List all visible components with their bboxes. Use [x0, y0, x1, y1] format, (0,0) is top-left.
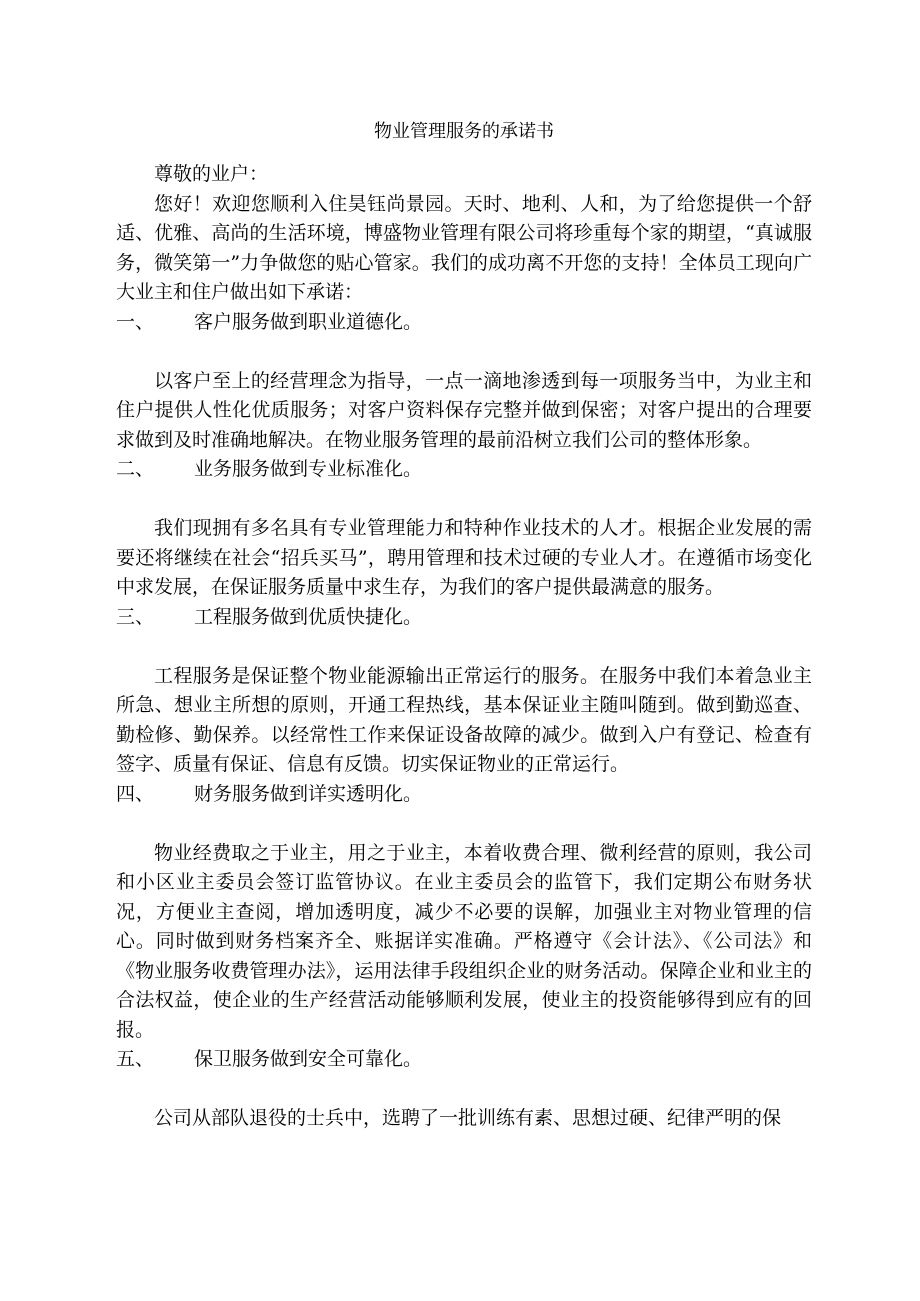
paragraph-gap: [116, 809, 812, 839]
section-paragraph-1: 以客户至上的经营理念为指导，一点一滴地渗透到每一项服务当中，为业主和住户提供人性化优质服务；对客户资料保存完整并做到保密；对客户提出的合理要求做到及时准确地解决。在物业服务管理的最前沿树立我们公司的整体形象。: [116, 369, 812, 451]
paragraph-gap: [116, 485, 812, 515]
section-heading-5: [116, 1045, 812, 1075]
section-heading-text: 保卫服务做到安全可靠化。: [194, 1048, 423, 1070]
intro-paragraph: 您好！欢迎您顺利入住昊钰尚景园。天时、地利、人和，为了给您提供一个舒适、优雅、高尚的生活环境，博盛物业管理有限公司将珍重每个家的期望，“真诚服务，微笑第一”力争做您的贴心管家。我们的成功离不开您的支持！全体员工现向广大业主和住户做出如下承诺：: [116, 192, 812, 303]
salutation: 尊敬的业户：: [154, 163, 269, 185]
section-number: 四、: [116, 782, 155, 805]
section-number: 二、: [116, 458, 155, 480]
section-heading-text: 工程服务做到优质快捷化。: [194, 605, 423, 628]
section-paragraph-4: 物业经费取之于业主，用之于业主，本着收费合理、微利经营的原则，我公司和小区业主委员会签订监管协议。在业主委员会的监管下，我们定期公布财务状况，方便业主查阅，增加透明度，减少不必要的误解，加强业主对物业管理的信心。同时做到财务档案齐全、账据详实准确。严格遵守《会计法》、《公司法》和《物业服务收费管理办法》，运用法律手段组织企业的财务活动。保障企业和业主的合法权益，使企业的生产经营活动能够顺利发展，使业主的投资能够得到应有的回报。: [116, 841, 812, 1041]
section-heading-1: [116, 308, 812, 338]
paragraph-gap: [116, 632, 812, 662]
section-heading-4: [116, 780, 812, 810]
section-heading-3: [116, 603, 812, 633]
section-paragraph-3: 工程服务是保证整个物业能源输出正常运行的服务。在服务中我们本着急业主所急、想业主所想的原则，开通工程热线，基本保证业主随叫随到。做到勤巡查、勤检修、勤保养。以经常性工作来保证设备故障的减少。做到入户有登记、检查有签字、质量有保证、信息有反馈。切实保证物业的正常运行。: [116, 664, 812, 775]
section-heading-text: 客户服务做到职业道德化。: [194, 310, 423, 333]
section-paragraph-5: 公司从部队退役的士兵中，选聘了一批训练有素、思想过硬、纪律严明的保: [154, 1107, 782, 1129]
section-number: 一、: [116, 310, 155, 333]
section-paragraph-2: 我们现拥有多名具有专业管理能力和特种作业技术的人才。根据企业发展的需要还将继续在社会“招兵买马”，聘用管理和技术过硬的专业人才。在遵循市场变化中求发展，在保证服务质量中求生存，为我们的客户提供最满意的服务。: [116, 517, 812, 598]
section-heading-text: 业务服务做到专业标准化。: [194, 458, 423, 480]
document-body: [116, 160, 812, 1134]
document-title: 物业管理服务的承诺书: [374, 121, 554, 142]
paragraph-gap: [116, 1075, 812, 1105]
section-number: 五、: [116, 1048, 155, 1070]
section-heading-text: 财务服务做到详实透明化。: [194, 782, 423, 805]
section-heading-2: [116, 455, 812, 485]
paragraph-gap: [116, 337, 812, 367]
section-number: 三、: [116, 605, 155, 628]
